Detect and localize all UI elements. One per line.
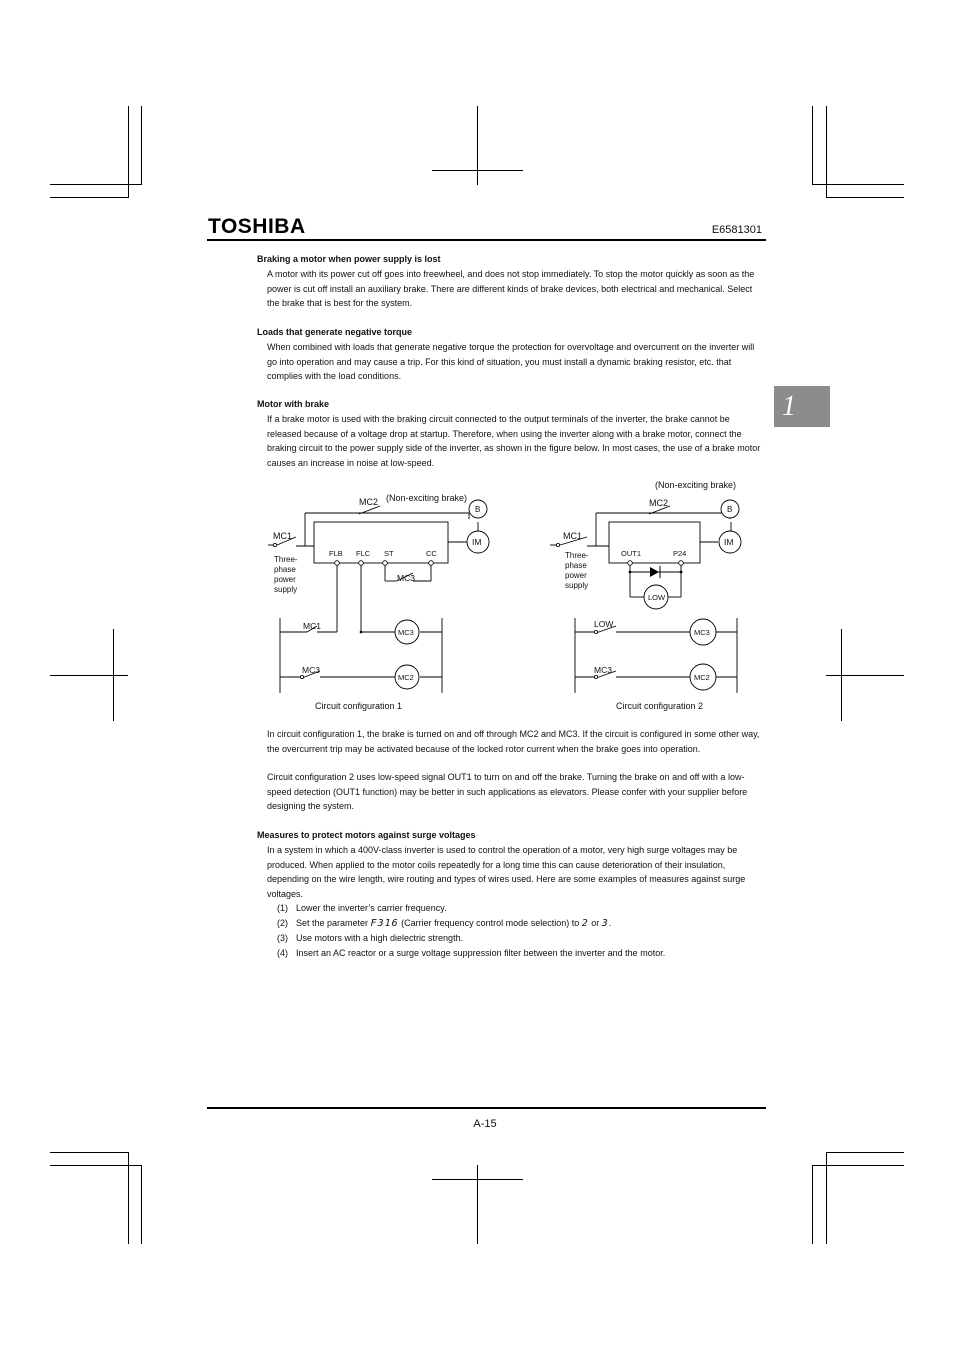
page-number: A-15 <box>473 1118 497 1130</box>
label-relay-low: LOW <box>648 593 666 602</box>
label-terminal-out1: OUT1 <box>621 549 642 558</box>
label-ladder-contact-1a: MC1 <box>303 621 321 631</box>
label-supply-2a: Three- <box>565 551 589 560</box>
label-terminal-st: ST <box>384 549 394 558</box>
label-terminal-p24: P24 <box>673 549 687 558</box>
paragraph-config2-explanation: Circuit configuration 2 uses low-speed signal OUT1 to turn on and off the brake. Turning the brake on and off with a low-speed detection (OUT1 function) may be better in such applications as elevators. Please confer with your supplier before designing the system. <box>267 772 748 811</box>
label-supply-1c: power <box>274 575 296 584</box>
label-coil-mc3-1: MC3 <box>398 628 414 637</box>
section-title-motor-brake: Motor with brake <box>257 399 330 409</box>
label-brake-note-2: (Non-exciting brake) <box>655 480 737 490</box>
label-motor-2: IM <box>724 537 734 547</box>
section-title-loads: Loads that generate negative torque <box>257 327 413 337</box>
footer-rule <box>207 1107 766 1109</box>
label-terminal-flc: FLC <box>356 549 371 558</box>
caption-config-2: Circuit configuration 2 <box>616 701 704 711</box>
label-ladder-contact-2a: LOW <box>594 619 614 629</box>
list-item: (1) Lower the inverter’s carrier frequency. <box>277 903 447 913</box>
label-supply-1a: Three- <box>274 555 298 564</box>
label-supply-2c: power <box>565 571 587 580</box>
label-mc1-2: MC1 <box>563 531 583 541</box>
chapter-tab[interactable]: 1 <box>774 386 830 427</box>
list-item: (3) Use motors with a high dielectric strength. <box>277 933 464 943</box>
label-ladder-contact-2b: MC3 <box>594 665 612 675</box>
section-title-braking: Braking a motor when power supply is lost <box>257 254 441 264</box>
document-number: E6581301 <box>711 224 762 236</box>
surge-measures-list <box>277 901 767 960</box>
brake-circuit-diagram <box>250 475 750 715</box>
label-coil-mc3-2: MC3 <box>694 628 710 637</box>
label-brake-2: B <box>727 505 733 514</box>
paragraph-surge: In a system in which a 400V-class inverter is used to control the operation of a motor, very high surge voltages may be produced. When applied to the motor coils repeatedly for a long time this can cause deterioration of their insulation, depending on the wire length, wire routing and types of wires used. Here are some examples of measures against surge voltages. <box>267 845 746 899</box>
caption-config-1: Circuit configuration 1 <box>315 701 403 711</box>
label-mc2-2: MC2 <box>649 498 669 508</box>
list-item: (4) Insert an AC reactor or a surge voltage suppression filter between the inverter and the motor. <box>277 947 666 958</box>
paragraph-motor-brake: If a brake motor is used with the braking circuit connected to the output terminals of the inverter, the brake cannot be released because of a voltage drop at startup. Therefore, when using the inverter along with a brake motor, connect the braking circuit to the power supply side of the inverter, as shown in the figure below. In most cases, the use of a brake motor causes an increase in noise at low-speed. <box>267 414 761 468</box>
section-title-surge: Measures to protect motors against surge voltages <box>257 830 476 840</box>
label-mc2-1: MC2 <box>359 497 379 507</box>
label-supply-1b: phase <box>274 565 296 574</box>
header-rule <box>207 239 766 241</box>
label-motor-1: IM <box>472 537 482 547</box>
label-coil-mc2-1: MC2 <box>398 673 414 682</box>
label-supply-2b: phase <box>565 561 587 570</box>
paragraph-braking: A motor with its power cut off goes into freewheel, and does not stop immediately. To stop the motor quickly as soon as the power is cut off install an auxiliary brake. There are different kinds of brake devices, both electrical and mechanical. Select the brake that is best for the system. <box>267 269 755 308</box>
toshiba-logo: TOSHIBA <box>208 215 306 238</box>
label-mc1-1: MC1 <box>273 531 293 541</box>
label-mc3-contact-1: MC3 <box>397 573 415 583</box>
paragraph-config1-explanation: In circuit configuration 1, the brake is turned on and off through MC2 and MC3. If the circuit is configured in some other way, the overcurrent trip may be activated because of the locked rotor current when the brake goes into operation. <box>267 729 760 754</box>
label-brake-1: B <box>475 505 481 514</box>
label-coil-mc2-2: MC2 <box>694 673 710 682</box>
label-brake-note-1: (Non-exciting brake) <box>386 493 468 503</box>
diode-icon <box>650 567 659 577</box>
label-supply-1d: supply <box>274 585 298 594</box>
label-terminal-flb: FLB <box>329 549 343 558</box>
label-supply-2d: supply <box>565 581 589 590</box>
parameter-code: F316 <box>370 917 399 929</box>
paragraph-loads: When combined with loads that generate negative torque the protection for overvoltage and overcurrent on the inverter will go into operation and may cause a trip. For this kind of situation, you must install a dynamic braking resistor, etc. that complies with the load conditions. <box>267 342 755 381</box>
list-item: (2) Set the parameter F316 (Carrier frequency control mode selection) to 2 or 3. <box>277 917 612 929</box>
label-ladder-contact-1b: MC3 <box>302 665 320 675</box>
label-terminal-cc: CC <box>426 549 437 558</box>
